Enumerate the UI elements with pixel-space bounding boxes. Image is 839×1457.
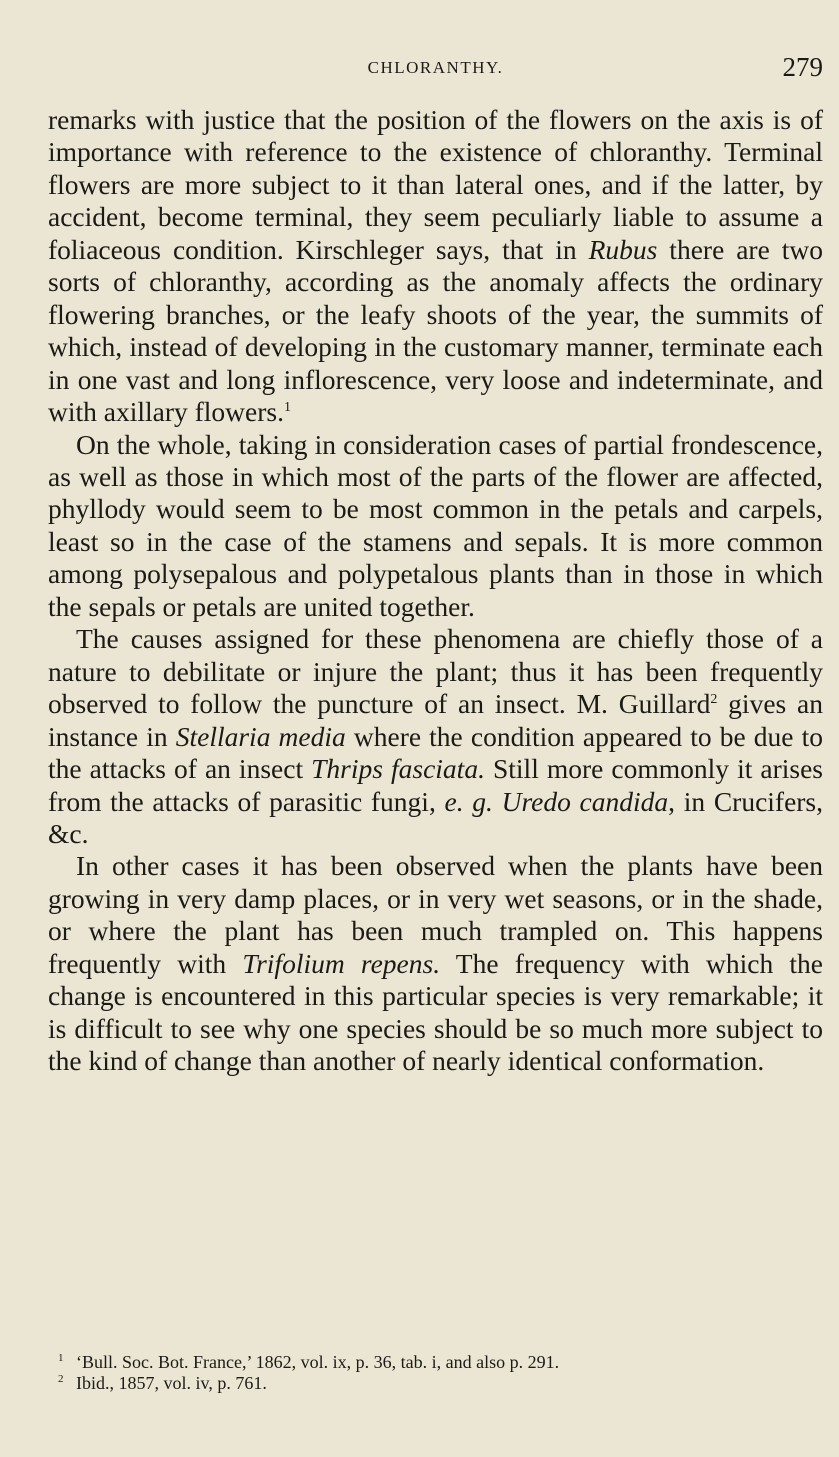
paragraph-text: In other cases it has been observed when the plants have been growing in very damp places, or in very wet seasons, or in the shade, or where the plant has been much trampled on. This happens frequently with [48,850,823,979]
page-number: 279 [782,52,823,82]
running-head: CHLORANTHY. [367,58,504,77]
abbreviation-eg: e. g. [444,785,493,817]
footnote-1 [58,1352,798,1373]
genus-rubus: Rubus [588,233,658,265]
paragraph-text: , in Crucifers, &c. [48,785,824,849]
footnotes [58,1352,798,1394]
paragraph-text: there are two sorts of chloranthy, according as the anomaly affects the ordinary flowering branches, or the leafy shoots of the year, the summits of which, instead of developing in the customary manner, terminate each in one vast and long inflorescence, very loose and indeterminate, and with axillary flowers. [48,233,823,428]
paragraph-text: The frequency with which the change is encountered in this particular species is very remarkable; it is difficult to see why one species should be so much more subject to the kind of change than another of nearly identical conformation. [48,947,823,1077]
footnote-text: ‘Bull. Soc. Bot. France,’ 1862, vol. ix, p. 36, tab. i, and also p. 291. [76,1352,560,1372]
paragraph-phyllody-frequency: On the whole, taking in consideration cases of partial frondescence, as well as those in which most of the parts of the flower are affected, phyllody would seem to be most common in the petals and carpels, least so in the case of the stamens and sepals. It is more common among polysepalous and polypetalous plants than in those in which the sepals or petals are united together. [48,428,823,622]
footnote-marker: 2 [58,1373,64,1385]
paragraph-causes [48,623,823,850]
paragraph-text: gives an instance in [48,688,823,752]
page-header [48,52,823,86]
paragraph-text: Still more commonly it arises from the attacks of parasitic fungi, [48,753,823,817]
species-stellaria-media: Stellaria media [175,720,346,752]
footnote-marker: 1 [58,1352,64,1364]
paragraph-text: The causes assigned for these phenomena are chiefly those of a nature to debilitate or injure the plant; thus it has been frequently observed to follow the puncture of an insect. M. Guillard [48,623,823,720]
footnote-ref-2: 2 [710,692,718,708]
paragraph-text [493,786,502,817]
paragraph-text: where the condition appeared to be due to the attacks of an insect [48,720,823,785]
footnote-text: Ibid., 1857, vol. iv, p. 761. [76,1373,267,1393]
species-thrips-fasciata: Thrips fasciata. [311,753,485,785]
paragraph-rubus-chloranthy [48,104,823,429]
footnote-ref-1: 1 [283,400,291,416]
footnote-2 [58,1373,798,1394]
species-trifolium-repens: Trifolium repens. [242,947,441,979]
species-uredo-candida: Uredo candida [501,785,669,817]
paragraph-text: remarks with justice that the position of the flowers on the axis is of importance with reference to the existence of chloranthy. Terminal flowers are more subject to it than lateral ones, and if the latter, by accident, become terminal, they seem peculiarly liable to assume a foliaceous condition. Kirschleger says, that in [48,104,823,265]
paragraph-other-cases [48,850,823,1077]
body-text [48,104,823,1078]
